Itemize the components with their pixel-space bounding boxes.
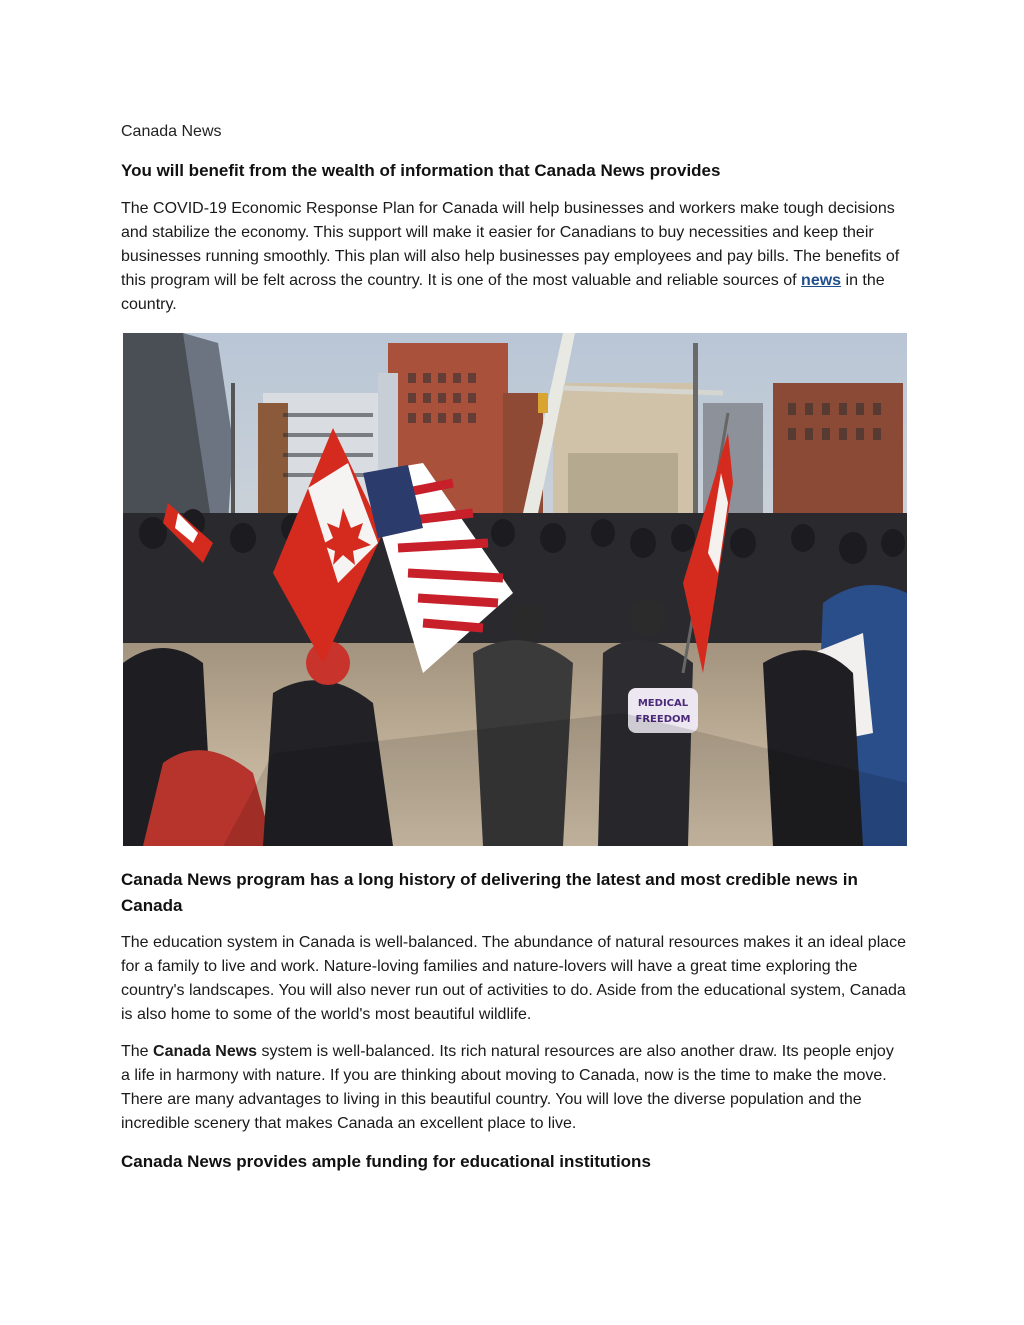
heading-history: Canada News program has a long history of delivering the latest and most credible news in Canada: [121, 870, 858, 915]
canada-news-bold: Canada News: [153, 1043, 258, 1060]
heading-benefit: You will benefit from the wealth of information that Canada News provides: [121, 161, 721, 180]
paragraph-canada-news-system-start: The: [121, 1043, 154, 1060]
paragraph-canada-news-system-rest: system is well-balanced. Its rich natural resources are also another draw. Its people enjoy a life in harmony with nature. If you are thinking about moving to Canada, now is the time to make the move. There are many advantages to living in this beautiful country. You will love the diverse population and the incredible scenery that makes Canada an excellent place to live.: [121, 1043, 894, 1132]
paragraph-education: The education system in Canada is well-balanced. The abundance of natural resources makes it an ideal place for a family to live and work. Nature-loving families and nature-lovers will have a great time exploring the country's landscapes. You will also never run out of activities to do. Aside from the educational system, Canada is also home to some of the world's most beautiful wildlife.: [121, 934, 907, 1023]
sign-text-line1: MEDICAL: [637, 698, 689, 709]
paragraph-canada-news-system: [121, 1040, 907, 1136]
document-label: Canada News: [121, 123, 222, 140]
paragraph-covid-plan-tail: in the country.: [121, 272, 885, 313]
protest-photo: [123, 333, 907, 846]
sign-text-line2: FREEDOM: [635, 714, 691, 725]
news-link[interactable]: news: [801, 272, 842, 289]
heading-funding: Canada News provides ample funding for educational institutions: [121, 1152, 651, 1171]
paragraph-covid-plan-text: The COVID-19 Economic Response Plan for Canada will help businesses and workers make tough decisions and stabilize the economy. This support will make it easier for Canadians to buy necessities and keep their businesses running smoothly. This plan will also help businesses pay employees and pay bills. The benefits of this program will be felt across the country. It is one of the most valuable and reliable sources of: [121, 200, 900, 289]
paragraph-covid-plan: [121, 197, 907, 317]
